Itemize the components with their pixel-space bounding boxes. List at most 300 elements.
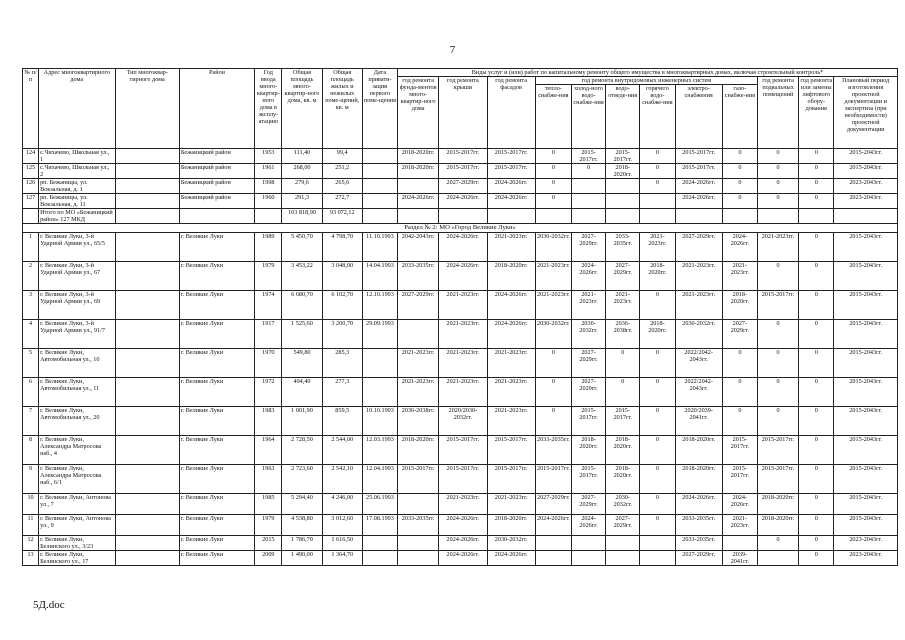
gas-repair: 0 bbox=[722, 194, 757, 209]
house-type bbox=[115, 149, 179, 164]
house-type bbox=[115, 551, 179, 566]
living-area: 1 364,70 bbox=[322, 551, 362, 566]
drainage-repair: 0 bbox=[606, 349, 640, 378]
foundation-repair: 2018-2020гг. bbox=[398, 436, 439, 465]
gas-repair: 2024-2026гг. bbox=[722, 233, 757, 262]
roof-repair: 2021-2023гг. bbox=[439, 349, 487, 378]
table-row bbox=[23, 407, 898, 436]
cold-water-repair: 2027-2029гг. bbox=[571, 378, 605, 407]
total-area: 1 786,70 bbox=[282, 536, 322, 551]
row-number: 125 bbox=[23, 164, 39, 179]
row-number: 8 bbox=[23, 436, 39, 465]
year-built: 1974 bbox=[255, 291, 282, 320]
privatization-date bbox=[362, 349, 397, 378]
facade-repair: 2021-2023гг. bbox=[487, 494, 535, 515]
heat-supply-repair: 2021-2023гг. bbox=[535, 262, 571, 291]
elevator-repair: 0 bbox=[799, 378, 834, 407]
col-drainage-header: водо-отведе-ния bbox=[606, 85, 640, 149]
roof-repair: 2015-2017гг. bbox=[439, 436, 487, 465]
foundation-repair: 2027-2029гг. bbox=[398, 291, 439, 320]
foundation-repair bbox=[398, 494, 439, 515]
planned-period: 2015-2043гг. bbox=[834, 149, 898, 164]
district: г. Великие Луки bbox=[179, 465, 254, 494]
elevator-repair: 0 bbox=[799, 179, 834, 194]
col-cold-water-header: холод-ного водо-снабже-ния bbox=[571, 85, 605, 149]
col-year-header: Год ввода много-квартир-ного дома в эксплу-атацию bbox=[255, 69, 282, 149]
electric-repair: 2022/2042-2043гг. bbox=[675, 378, 722, 407]
elevator-repair: 0 bbox=[799, 436, 834, 465]
table-row bbox=[23, 194, 898, 209]
row-number: 126 bbox=[23, 179, 39, 194]
year-built: 1961 bbox=[255, 164, 282, 179]
living-area: 285,3 bbox=[322, 349, 362, 378]
drainage-repair: 2021-2023гг. bbox=[606, 291, 640, 320]
address: г. Великие Луки, Александра Матросова наб., 4 bbox=[39, 436, 115, 465]
total-area: 1 490,00 bbox=[282, 551, 322, 566]
basement-repair: 2015-2017гг. bbox=[757, 465, 798, 494]
house-type bbox=[115, 407, 179, 436]
roof-repair: 2024-2026гг. bbox=[439, 515, 487, 536]
electric-repair: 2027-2029гг. bbox=[675, 233, 722, 262]
year-built: 1970 bbox=[255, 349, 282, 378]
living-area: 6 102,70 bbox=[322, 291, 362, 320]
col-number-header: № п/п bbox=[23, 69, 39, 149]
facade-repair: 2030-2032гг. bbox=[487, 536, 535, 551]
house-type bbox=[115, 515, 179, 536]
row-number: 6 bbox=[23, 378, 39, 407]
hot-water-repair: 2021-2023гг. bbox=[640, 233, 675, 262]
table-row bbox=[23, 378, 898, 407]
basement-repair: 2018-2020гг. bbox=[757, 494, 798, 515]
roof-repair: 2020/2030-2032гг. bbox=[439, 407, 487, 436]
heat-supply-repair: 0 bbox=[535, 164, 571, 179]
basement-repair: 0 bbox=[757, 407, 798, 436]
year-built: 2015 bbox=[255, 536, 282, 551]
table-row bbox=[23, 233, 898, 262]
electric-repair: 2021-2023гг. bbox=[675, 262, 722, 291]
cold-water-repair: 2018-2020гг. bbox=[571, 436, 605, 465]
planned-period: 2023-2043гг. bbox=[834, 194, 898, 209]
row-number: 5 bbox=[23, 349, 39, 378]
section-title: Раздел № 2: МО «Город Великие Луки» bbox=[23, 224, 898, 233]
heat-supply-repair: 0 bbox=[535, 378, 571, 407]
year-built: 1963 bbox=[255, 465, 282, 494]
roof-repair: 2024-2026гг. bbox=[439, 194, 487, 209]
facade-repair: 2024-2026гг. bbox=[487, 551, 535, 566]
total-area: 4 538,80 bbox=[282, 515, 322, 536]
basement-repair: 0 bbox=[757, 536, 798, 551]
electric-repair: 2033-2035гг. bbox=[675, 515, 722, 536]
table-row bbox=[23, 179, 898, 194]
gas-repair: 0 bbox=[722, 407, 757, 436]
electric-repair: 2027-2029гг. bbox=[675, 551, 722, 566]
elevator-repair: 0 bbox=[799, 320, 834, 349]
year-built: 1983 bbox=[255, 407, 282, 436]
col-electric-header: электро-снабжения bbox=[675, 85, 722, 149]
foundation-repair: 2033-2035гг. bbox=[398, 515, 439, 536]
district: г. Великие Луки bbox=[179, 291, 254, 320]
electric-repair: 2020/2039-2041гг. bbox=[675, 407, 722, 436]
row-number: 11 bbox=[23, 515, 39, 536]
electric-repair: 2030-2032гг. bbox=[675, 320, 722, 349]
gas-repair: 2021-2023гг. bbox=[722, 515, 757, 536]
hot-water-repair: 0 bbox=[640, 164, 675, 179]
facade-repair: 2015-2017гг. bbox=[487, 436, 535, 465]
basement-repair: 2018-2020гг. bbox=[757, 515, 798, 536]
facade-repair: 2021-2023гг. bbox=[487, 233, 535, 262]
foundation-repair: 2021-2023гг. bbox=[398, 349, 439, 378]
drainage-repair: 2027-2029гг. bbox=[606, 515, 640, 536]
drainage-repair bbox=[606, 179, 640, 194]
foundation-repair: 2024-2026гг. bbox=[398, 194, 439, 209]
basement-repair: 0 bbox=[757, 149, 798, 164]
privatization-date bbox=[362, 164, 397, 179]
privatization-date: 12.04.1993 bbox=[362, 465, 397, 494]
district: г. Великие Луки bbox=[179, 515, 254, 536]
foundation-repair bbox=[398, 320, 439, 349]
gas-repair: 0 bbox=[722, 378, 757, 407]
electric-repair: 2024-2026гг. bbox=[675, 494, 722, 515]
basement-repair: 2021-2023гг. bbox=[757, 233, 798, 262]
privatization-date bbox=[362, 378, 397, 407]
heat-supply-repair: 0 bbox=[535, 349, 571, 378]
heat-supply-repair bbox=[535, 536, 571, 551]
living-area: 277,3 bbox=[322, 378, 362, 407]
table-row bbox=[23, 320, 898, 349]
district: Бежаницкий район bbox=[179, 149, 254, 164]
row-number: 2 bbox=[23, 262, 39, 291]
elevator-repair: 0 bbox=[799, 194, 834, 209]
roof-repair: 2024-2026гг. bbox=[439, 536, 487, 551]
capital-repair-table bbox=[22, 68, 898, 566]
col-total-area-header: Общая площадь много-квартир-ного дома, кв. м bbox=[282, 69, 322, 149]
planned-period: 2015-2043гг. bbox=[834, 494, 898, 515]
electric-repair: 2033-2035гг. bbox=[675, 536, 722, 551]
house-type bbox=[115, 179, 179, 194]
address: г. Великие Луки, 3-й Ударной Армии ул., 67 bbox=[39, 262, 115, 291]
col-living-area-header: Общая площадь жилых и нежилых поме-щений, кв. м bbox=[322, 69, 362, 149]
hot-water-repair bbox=[640, 194, 675, 209]
living-area: 272,7 bbox=[322, 194, 362, 209]
year-built: 2009 bbox=[255, 551, 282, 566]
cold-water-repair: 0 bbox=[571, 164, 605, 179]
drainage-repair: 2015-2017гг. bbox=[606, 407, 640, 436]
living-area: 859,5 bbox=[322, 407, 362, 436]
district: г. Великие Луки bbox=[179, 349, 254, 378]
drainage-repair: 2015-2017гг. bbox=[606, 149, 640, 164]
living-area: 3 200,70 bbox=[322, 320, 362, 349]
privatization-date: 10.10.1993 bbox=[362, 407, 397, 436]
living-area: 4 798,70 bbox=[322, 233, 362, 262]
gas-repair: 2021-2023гг. bbox=[722, 262, 757, 291]
electric-repair: 2022/2042-2043гг. bbox=[675, 349, 722, 378]
facade-repair: 2021-2023гг. bbox=[487, 407, 535, 436]
year-built: 1917 bbox=[255, 320, 282, 349]
privatization-date: 12.10.1993 bbox=[362, 291, 397, 320]
electric-repair: 2015-2017гг. bbox=[675, 164, 722, 179]
foundation-repair: 2018-2020гг. bbox=[398, 149, 439, 164]
row-number: 127 bbox=[23, 194, 39, 209]
facade-repair: 2024-2026гг. bbox=[487, 179, 535, 194]
gas-repair: 2024-2026гг. bbox=[722, 494, 757, 515]
cold-water-repair: 2027-2029гг. bbox=[571, 233, 605, 262]
address: с.Чихачево, Школьная ул., 2 bbox=[39, 164, 115, 179]
total-area: 291,3 bbox=[282, 194, 322, 209]
foundation-repair bbox=[398, 551, 439, 566]
gas-repair: 0 bbox=[722, 349, 757, 378]
cold-water-repair: 2027-2029гг. bbox=[571, 494, 605, 515]
works-group-header: Виды услуг и (или) работ по капитальному ремонту общего имущества в многоквартирных домах, включая строительный контроль* bbox=[398, 69, 898, 77]
table-row bbox=[23, 551, 898, 566]
address: г. Великие Луки, Белинского ул., 17 bbox=[39, 551, 115, 566]
drainage-repair: 2018-2020гг. bbox=[606, 436, 640, 465]
cold-water-repair bbox=[571, 551, 605, 566]
privatization-date bbox=[362, 551, 397, 566]
total-area: 103 818,90 bbox=[282, 209, 322, 224]
heat-supply-repair: 2030-2032гг. bbox=[535, 320, 571, 349]
hot-water-repair: 0 bbox=[640, 349, 675, 378]
elevator-repair: 0 bbox=[799, 349, 834, 378]
address: г. Великие Луки, Белинского ул., 3/23 bbox=[39, 536, 115, 551]
hot-water-repair: 0 bbox=[640, 149, 675, 164]
hot-water-repair bbox=[640, 536, 675, 551]
drainage-repair: 2033-2035гг. bbox=[606, 233, 640, 262]
address: г. Великие Луки, Автомобильная ул., 11 bbox=[39, 378, 115, 407]
total-area: 5 294,40 bbox=[282, 494, 322, 515]
cold-water-repair: 2027-2029гг. bbox=[571, 349, 605, 378]
gas-repair: 0 bbox=[722, 179, 757, 194]
house-type bbox=[115, 349, 179, 378]
elevator-repair: 0 bbox=[799, 164, 834, 179]
elevator-repair: 0 bbox=[799, 407, 834, 436]
drainage-repair: 2030-2032гг. bbox=[606, 494, 640, 515]
address: с.Чихачево, Школьная ул., 1 bbox=[39, 149, 115, 164]
district: г. Великие Луки bbox=[179, 536, 254, 551]
col-heat-header: тепло-снабже-ния bbox=[535, 85, 571, 149]
basement-repair: 0 bbox=[757, 378, 798, 407]
col-address-header: Адрес многоквартирного дома bbox=[39, 69, 115, 149]
foundation-repair: 2021-2023гг. bbox=[398, 378, 439, 407]
footer-filename: 5Д.doc bbox=[33, 599, 65, 611]
heat-supply-repair: 0 bbox=[535, 407, 571, 436]
cold-water-repair bbox=[571, 536, 605, 551]
gas-repair: 0 bbox=[722, 149, 757, 164]
row-number: 10 bbox=[23, 494, 39, 515]
page-number: 7 bbox=[449, 44, 456, 56]
planned-period: 2015-2043гг. bbox=[834, 320, 898, 349]
facade-repair: 2018-2020гг. bbox=[487, 515, 535, 536]
house-type bbox=[115, 262, 179, 291]
house-type bbox=[115, 436, 179, 465]
row-number: 4 bbox=[23, 320, 39, 349]
address: г. Великие Луки, 3-й Ударной Армии ул., 65/5 bbox=[39, 233, 115, 262]
heat-supply-repair: 2024-2026гг. bbox=[535, 515, 571, 536]
electric-repair: 2015-2017гг. bbox=[675, 149, 722, 164]
table-row bbox=[23, 436, 898, 465]
hot-water-repair: 2018-2020гг. bbox=[640, 262, 675, 291]
section-title-row bbox=[23, 224, 898, 233]
planned-period: 2023-2043гг. bbox=[834, 179, 898, 194]
planned-period: 2023-2043гг. bbox=[834, 551, 898, 566]
foundation-repair: 2036-2038гг. bbox=[398, 407, 439, 436]
foundation-repair: 2033-2035гг. bbox=[398, 262, 439, 291]
house-type bbox=[115, 233, 179, 262]
living-area: 2 542,10 bbox=[322, 465, 362, 494]
facade-repair: 2021-2023гг. bbox=[487, 349, 535, 378]
district: Бежаницкий район bbox=[179, 194, 254, 209]
drainage-repair: 2018-2020гг. bbox=[606, 164, 640, 179]
heat-supply-repair: 2015-2017гг. bbox=[535, 465, 571, 494]
col-foundation-header: год ремонта фунда-ментов много-квартир-ного дома bbox=[398, 77, 439, 149]
total-row bbox=[23, 209, 898, 224]
gas-repair: 2039-2041гг. bbox=[722, 551, 757, 566]
address: г. Великие Луки, 3-й Ударной Армии ул., 91/7 bbox=[39, 320, 115, 349]
electric-repair: 2018-2020гг. bbox=[675, 465, 722, 494]
address: рп. Бежаницы, ул. Вокзальная, д. 1 bbox=[39, 179, 115, 194]
address: г. Великие Луки, Антонова ул., 7 bbox=[39, 494, 115, 515]
planned-period: 2015-2043гг. bbox=[834, 233, 898, 262]
hot-water-repair: 2018-2020гг. bbox=[640, 320, 675, 349]
facade-repair: 2024-2026гг. bbox=[487, 291, 535, 320]
col-type-header: Тип многоквар-тирного дома bbox=[115, 69, 179, 149]
electric-repair: 2024-2026гг. bbox=[675, 179, 722, 194]
privatization-date: 11.10.1993 bbox=[362, 233, 397, 262]
hot-water-repair: 0 bbox=[640, 515, 675, 536]
planned-period: 2015-2043гг. bbox=[834, 349, 898, 378]
year-built: 1985 bbox=[255, 494, 282, 515]
elevator-repair: 0 bbox=[799, 536, 834, 551]
house-type bbox=[115, 194, 179, 209]
planned-period: 2015-2043гг. bbox=[834, 436, 898, 465]
planned-period: 2015-2043гг. bbox=[834, 291, 898, 320]
planned-period: 2015-2043гг. bbox=[834, 262, 898, 291]
roof-repair: 2015-2017гг. bbox=[439, 465, 487, 494]
living-area: 99,4 bbox=[322, 149, 362, 164]
address: г. Великие Луки, 3-й Ударной Армии ул., 69 bbox=[39, 291, 115, 320]
gas-repair: 2015-2017гг. bbox=[722, 465, 757, 494]
privatization-date: 25.06.1993 bbox=[362, 494, 397, 515]
living-area: 4 246,00 bbox=[322, 494, 362, 515]
living-area: 2 544,00 bbox=[322, 436, 362, 465]
systems-group-header: год ремонта внутридомовых инженерных систем bbox=[535, 77, 757, 85]
hot-water-repair bbox=[640, 551, 675, 566]
planned-period: 2023-2043гг. bbox=[834, 536, 898, 551]
year-built: 1953 bbox=[255, 149, 282, 164]
district: г. Великие Луки bbox=[179, 378, 254, 407]
district: г. Великие Луки bbox=[179, 494, 254, 515]
hot-water-repair: 0 bbox=[640, 465, 675, 494]
gas-repair: 2027-2029гг. bbox=[722, 320, 757, 349]
col-planned-header: Плановый период изготовления проектной документации и экспертиза (при необходимости) проектной документации bbox=[834, 77, 898, 149]
electric-repair: 2018-2020гг. bbox=[675, 436, 722, 465]
table-row bbox=[23, 465, 898, 494]
hot-water-repair: 0 bbox=[640, 378, 675, 407]
roof-repair: 2027-2029гг. bbox=[439, 179, 487, 194]
row-number: 1 bbox=[23, 233, 39, 262]
col-elevator-header: год ремонта или замены лифтового обору-дования bbox=[799, 77, 834, 149]
heat-supply-repair: 2027-2029гг. bbox=[535, 494, 571, 515]
foundation-repair: 2018-2020гг. bbox=[398, 164, 439, 179]
basement-repair: 0 bbox=[757, 179, 798, 194]
house-type bbox=[115, 378, 179, 407]
gas-repair: 2015-2017гг. bbox=[722, 436, 757, 465]
roof-repair: 2021-2023гг. bbox=[439, 291, 487, 320]
total-area: 549,80 bbox=[282, 349, 322, 378]
total-area: 494,40 bbox=[282, 378, 322, 407]
roof-repair: 2024-2026гг. bbox=[439, 262, 487, 291]
heat-supply-repair: 2030-2032гг. bbox=[535, 233, 571, 262]
district: Бежаницкий район bbox=[179, 179, 254, 194]
district: г. Великие Луки bbox=[179, 436, 254, 465]
cold-water-repair bbox=[571, 194, 605, 209]
year-built: 1972 bbox=[255, 378, 282, 407]
row-number: 3 bbox=[23, 291, 39, 320]
drainage-repair: 2027-2029гг. bbox=[606, 262, 640, 291]
basement-repair: 0 bbox=[757, 194, 798, 209]
privatization-date bbox=[362, 536, 397, 551]
basement-repair: 0 bbox=[757, 164, 798, 179]
roof-repair: 2021-2023гг. bbox=[439, 320, 487, 349]
basement-repair: 0 bbox=[757, 349, 798, 378]
cold-water-repair: 2024-2026гг. bbox=[571, 262, 605, 291]
total-area: 279,6 bbox=[282, 179, 322, 194]
basement-repair: 0 bbox=[757, 262, 798, 291]
address: г. Великие Луки, Автомобильная ул., 20 bbox=[39, 407, 115, 436]
privatization-date: 29.09.1993 bbox=[362, 320, 397, 349]
year-built: 1989 bbox=[255, 233, 282, 262]
table-row bbox=[23, 291, 898, 320]
district: г. Великие Луки bbox=[179, 320, 254, 349]
gas-repair: 2018-2020гг. bbox=[722, 291, 757, 320]
total-label: Итого по МО «Бежаницкий район» 127 МКД bbox=[39, 209, 115, 224]
privatization-date bbox=[362, 179, 397, 194]
heat-supply-repair: 0 bbox=[535, 179, 571, 194]
privatization-date: 12.03.1993 bbox=[362, 436, 397, 465]
district: г. Великие Луки bbox=[179, 551, 254, 566]
elevator-repair: 0 bbox=[799, 551, 834, 566]
roof-repair: 2021-2023гг. bbox=[439, 378, 487, 407]
facade-repair: 2024-2026гг. bbox=[487, 194, 535, 209]
drainage-repair: 2018-2020гг. bbox=[606, 465, 640, 494]
roof-repair: 2021-2023гг. bbox=[439, 494, 487, 515]
elevator-repair: 0 bbox=[799, 262, 834, 291]
table-row bbox=[23, 149, 898, 164]
living-area: 251,2 bbox=[322, 164, 362, 179]
gas-repair: 0 bbox=[722, 164, 757, 179]
foundation-repair: 2042-2043гг. bbox=[398, 233, 439, 262]
hot-water-repair: 0 bbox=[640, 291, 675, 320]
privatization-date: 14.04.1993 bbox=[362, 262, 397, 291]
address: г. Великие Луки, Автомобильная ул., 10 bbox=[39, 349, 115, 378]
planned-period: 2015-2043гг. bbox=[834, 407, 898, 436]
hot-water-repair: 0 bbox=[640, 494, 675, 515]
roof-repair: 2024-2026гг. bbox=[439, 551, 487, 566]
facade-repair: 2015-2017гг. bbox=[487, 465, 535, 494]
elevator-repair: 0 bbox=[799, 291, 834, 320]
hot-water-repair: 0 bbox=[640, 179, 675, 194]
col-privatization-header: Дата привати-зации первого поме-щения bbox=[362, 69, 397, 149]
planned-period: 2015-2043гг. bbox=[834, 164, 898, 179]
house-type bbox=[115, 164, 179, 179]
privatization-date bbox=[362, 149, 397, 164]
drainage-repair bbox=[606, 551, 640, 566]
total-area: 3 453,22 bbox=[282, 262, 322, 291]
gas-repair bbox=[722, 536, 757, 551]
row-number: 13 bbox=[23, 551, 39, 566]
foundation-repair: 2015-2017гг. bbox=[398, 465, 439, 494]
electric-repair: 2021-2023гг. bbox=[675, 291, 722, 320]
facade-repair: 2015-2017гг. bbox=[487, 164, 535, 179]
